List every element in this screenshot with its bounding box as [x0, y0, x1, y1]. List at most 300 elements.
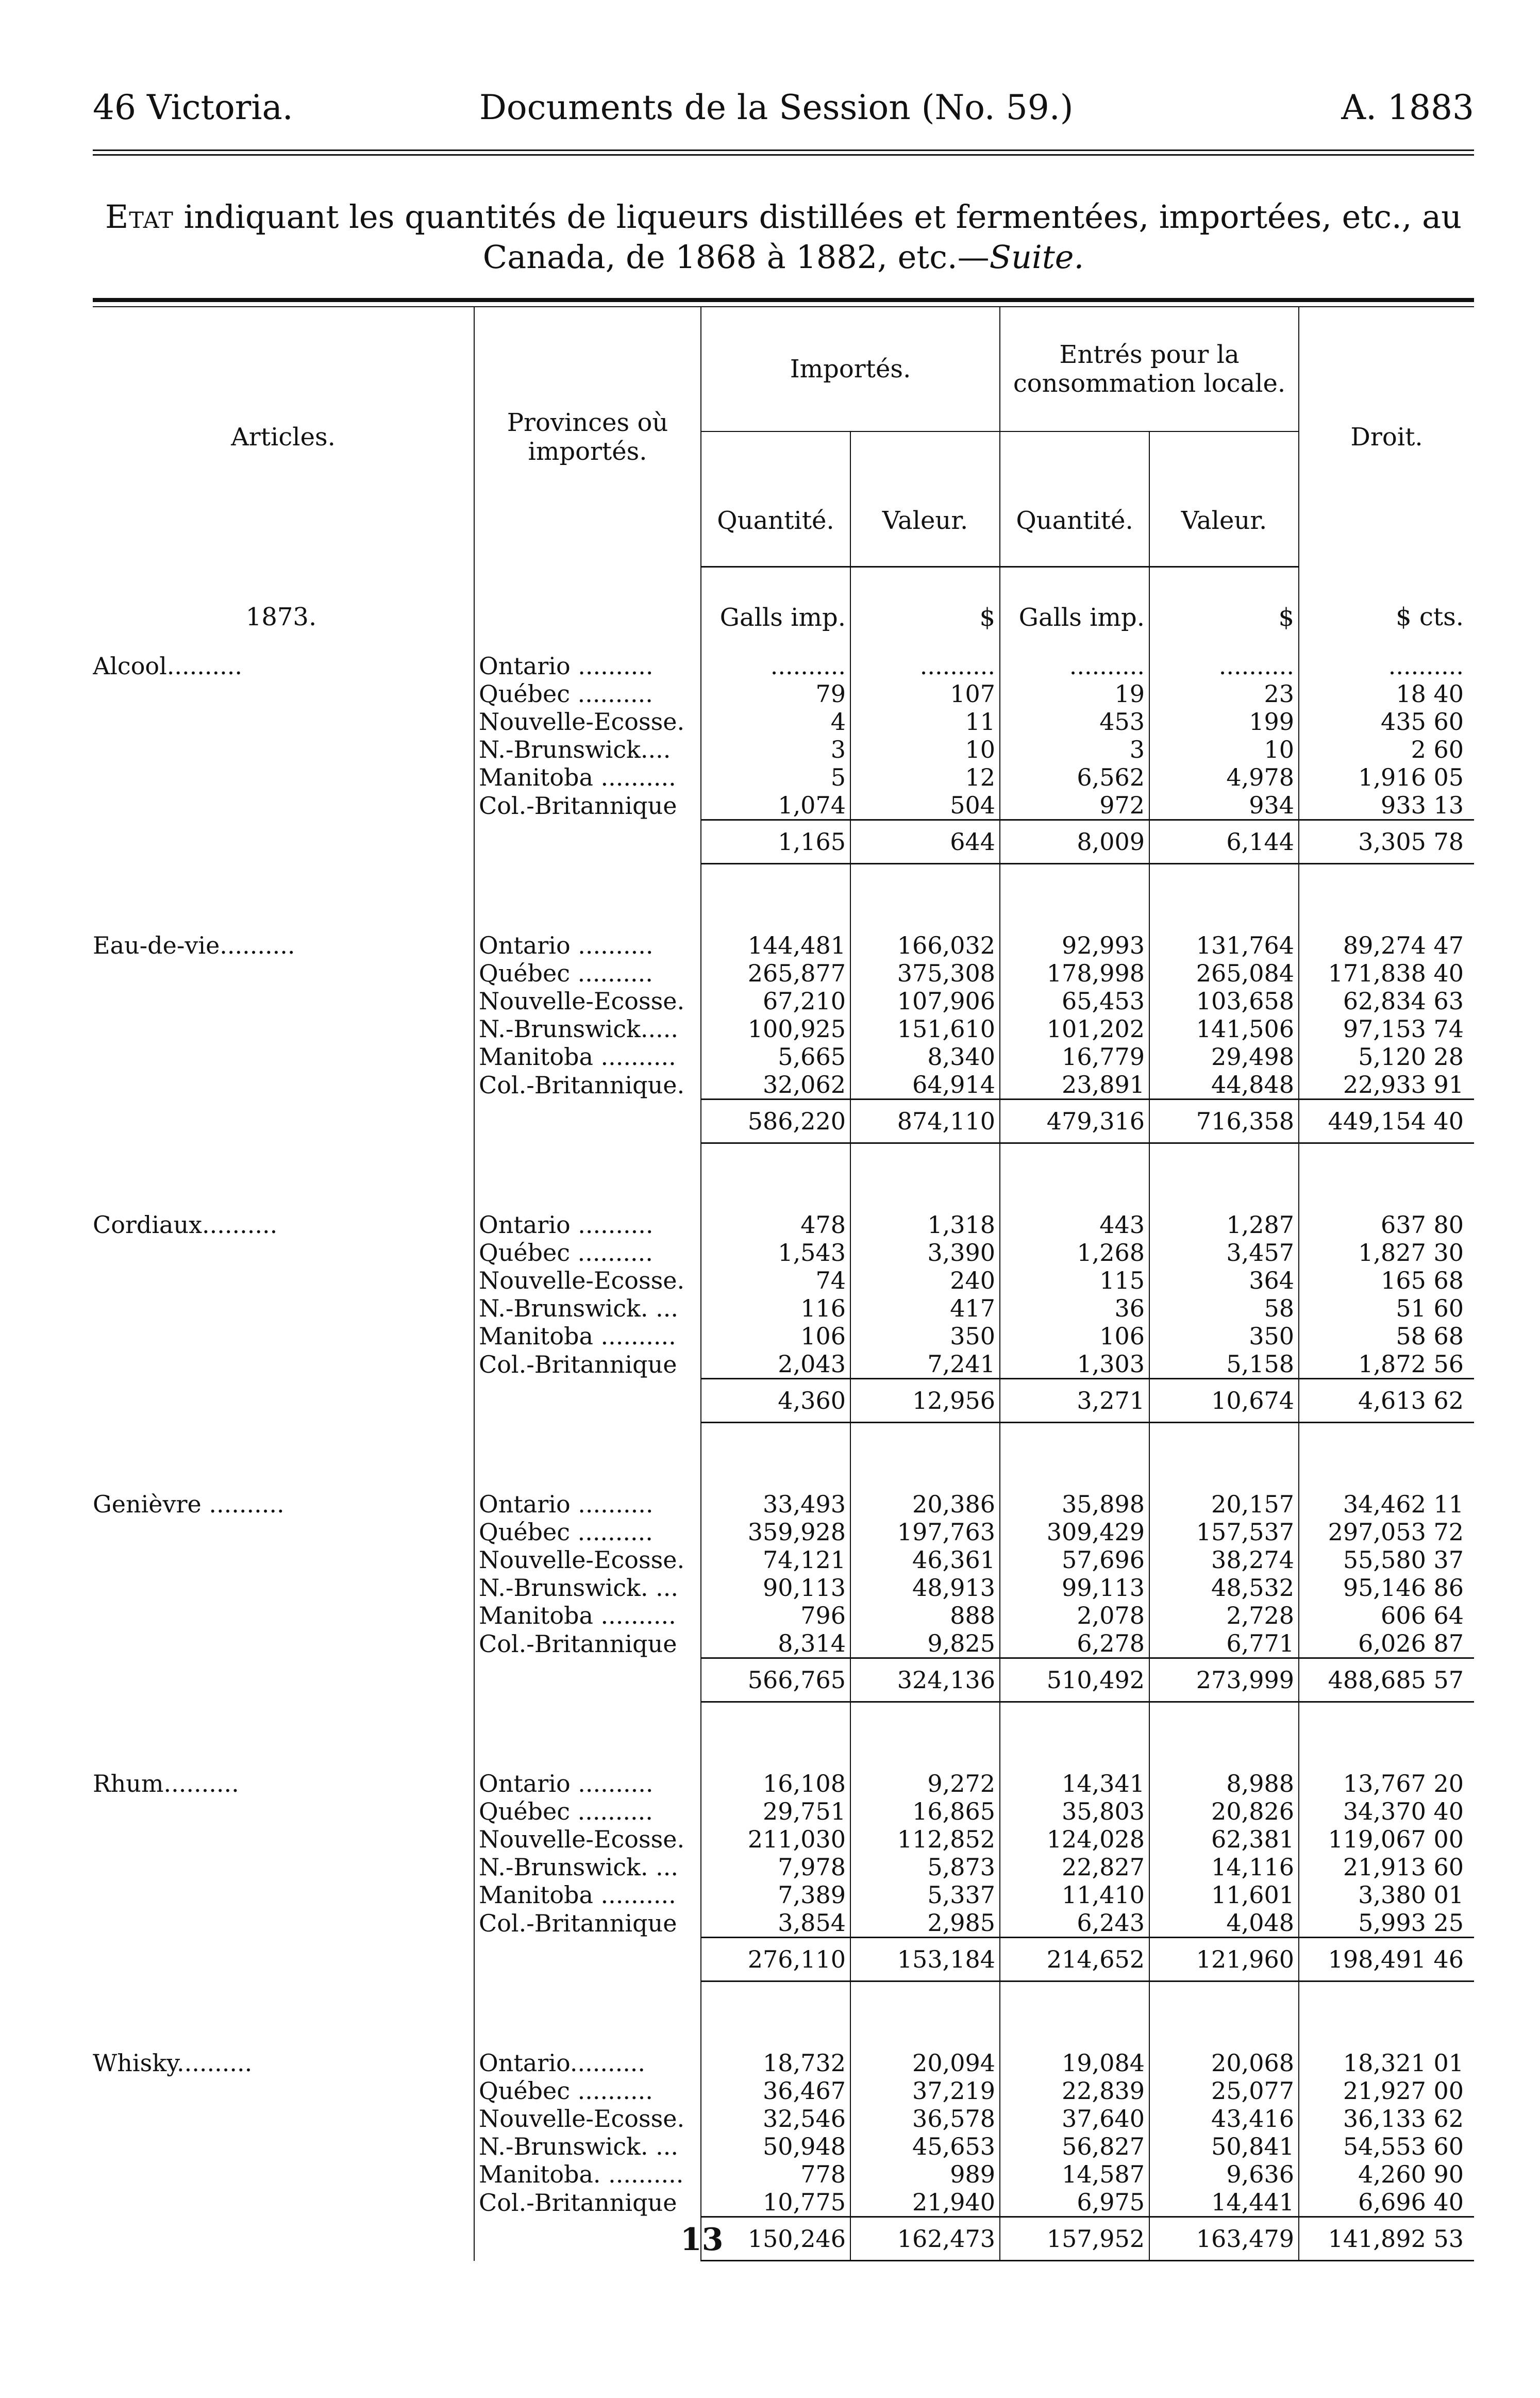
value-cell: 20,826	[1149, 1797, 1299, 1825]
value-cell: 7,241	[850, 1350, 1000, 1379]
value-cell: 5,665	[701, 1043, 850, 1071]
spacer-cell	[701, 1423, 850, 1491]
province-cell: Col.-Britannique	[474, 791, 701, 820]
value-cell: 1,074	[701, 791, 850, 820]
table-row	[93, 2188, 1474, 2217]
article-blank	[93, 1015, 474, 1043]
spacer-cell	[850, 1981, 1000, 2050]
col-importes: Importés.	[701, 307, 1000, 431]
value-cell: 199	[1149, 708, 1299, 736]
unit-droit: $ cts.	[1299, 567, 1474, 653]
value-cell: 124,028	[1000, 1825, 1149, 1853]
value-cell: 45,653	[850, 2133, 1000, 2160]
droit-cell: 435 60	[1299, 708, 1474, 736]
group-spacer	[93, 1702, 1474, 1770]
spacer-cell	[474, 1423, 701, 1491]
total-cell: 12,956	[850, 1379, 1000, 1423]
province-cell: Ontario ..........	[474, 1490, 701, 1518]
value-cell: 58	[1149, 1294, 1299, 1322]
spacer-cell	[474, 1702, 701, 1770]
article-blank	[93, 680, 474, 708]
value-cell: 106	[701, 1322, 850, 1350]
table-row	[93, 1770, 1474, 1797]
province-cell: Ontario ..........	[474, 1770, 701, 1797]
article-blank	[93, 1546, 474, 1574]
value-cell: 453	[1000, 708, 1149, 736]
value-cell: 32,546	[701, 2105, 850, 2133]
value-cell: 32,062	[701, 1071, 850, 1100]
spacer-cell	[93, 1702, 474, 1770]
header-regnal-year: 46 Victoria.	[93, 88, 293, 127]
spacer-cell	[474, 864, 701, 932]
spacer-cell	[93, 864, 474, 932]
province-cell: Québec ..........	[474, 680, 701, 708]
article-blank	[93, 763, 474, 791]
article-blank	[93, 2188, 474, 2217]
value-cell: 478	[701, 1211, 850, 1239]
article-blank	[93, 736, 474, 763]
article-blank	[93, 791, 474, 820]
article-blank	[93, 1294, 474, 1322]
droit-cell: 297,053 72	[1299, 1518, 1474, 1546]
droit-cell: 5,120 28	[1299, 1043, 1474, 1071]
province-cell: Col.-Britannique.	[474, 1071, 701, 1100]
value-cell: 4,978	[1149, 763, 1299, 791]
province-cell: Nouvelle-Ecosse.	[474, 1546, 701, 1574]
table-row	[93, 1546, 1474, 1574]
value-cell: 29,498	[1149, 1043, 1299, 1071]
droit-cell: 51 60	[1299, 1294, 1474, 1322]
province-cell: Nouvelle-Ecosse.	[474, 708, 701, 736]
value-cell: 359,928	[701, 1518, 850, 1546]
page-number: 13	[680, 2222, 724, 2258]
value-cell: 141,506	[1149, 1015, 1299, 1043]
title-line1: indiquant les quantités de liqueurs distillées et fermentées, importées, etc., au	[173, 198, 1462, 236]
value-cell: 11,601	[1149, 1881, 1299, 1909]
table-row	[93, 1350, 1474, 1379]
value-cell: 1,268	[1000, 1239, 1149, 1267]
table-title	[93, 197, 1474, 277]
spacer-cell	[850, 1702, 1000, 1770]
article-blank	[93, 1629, 474, 1658]
value-cell: 350	[1149, 1322, 1299, 1350]
value-cell: 6,975	[1000, 2188, 1149, 2217]
value-cell: 3,390	[850, 1239, 1000, 1267]
table-row	[93, 1602, 1474, 1629]
group-spacer	[93, 1423, 1474, 1491]
spacer-cell	[1149, 1981, 1299, 2050]
value-cell: 8,988	[1149, 1770, 1299, 1797]
value-cell: 112,852	[850, 1825, 1000, 1853]
value-cell: 265,877	[701, 959, 850, 987]
spacer-cell	[1299, 1702, 1474, 1770]
province-cell: Ontario..........	[474, 2049, 701, 2077]
droit-cell: 1,872 56	[1299, 1350, 1474, 1379]
table-row	[93, 2105, 1474, 2133]
total-droit-cell: 141,892 53	[1299, 2217, 1474, 2261]
col-import-valeur: Valeur.	[850, 431, 1000, 567]
droit-cell: 6,696 40	[1299, 2188, 1474, 2217]
value-cell: 56,827	[1000, 2133, 1149, 2160]
article-label: Eau-de-vie..........	[93, 931, 295, 959]
value-cell: 19	[1000, 680, 1149, 708]
droit-cell: 36,133 62	[1299, 2105, 1474, 2133]
total-droit-cell: 4,613 62	[1299, 1379, 1474, 1423]
droit-cell: 6,026 87	[1299, 1629, 1474, 1658]
table-row	[93, 1574, 1474, 1602]
spacer-cell	[93, 1143, 474, 1211]
droit-cell: 21,913 60	[1299, 1853, 1474, 1881]
value-cell: 64,914	[850, 1071, 1000, 1100]
total-blank	[93, 1379, 474, 1423]
table-row	[93, 680, 1474, 708]
article-blank	[93, 2077, 474, 2105]
value-cell: ..........	[850, 652, 1000, 680]
spacer-cell	[1149, 1143, 1299, 1211]
value-cell: 16,779	[1000, 1043, 1149, 1071]
value-cell: 48,532	[1149, 1574, 1299, 1602]
value-cell: 7,978	[701, 1853, 850, 1881]
col-entres-quantite: Quantité.	[1000, 431, 1149, 567]
droit-cell: 119,067 00	[1299, 1825, 1474, 1853]
value-cell: 6,278	[1000, 1629, 1149, 1658]
value-cell: 23	[1149, 680, 1299, 708]
value-cell: 7,389	[701, 1881, 850, 1909]
total-blank	[93, 1100, 474, 1143]
province-cell: N.-Brunswick....	[474, 736, 701, 763]
total-row	[93, 1100, 1474, 1143]
value-cell: 240	[850, 1267, 1000, 1294]
spacer-cell	[850, 1423, 1000, 1491]
droit-cell: 22,933 91	[1299, 1071, 1474, 1100]
value-cell: 2,043	[701, 1350, 850, 1379]
table-row	[93, 959, 1474, 987]
value-cell: 2,728	[1149, 1602, 1299, 1629]
value-cell: 157,537	[1149, 1518, 1299, 1546]
table-row	[93, 791, 1474, 820]
province-cell: N.-Brunswick. ...	[474, 1574, 701, 1602]
value-cell: 10	[1149, 736, 1299, 763]
value-cell: 11	[850, 708, 1000, 736]
value-cell: 106	[1000, 1322, 1149, 1350]
spacer-cell	[474, 1981, 701, 2050]
value-cell: 151,610	[850, 1015, 1000, 1043]
province-cell: Manitoba ..........	[474, 1043, 701, 1071]
article-blank	[93, 1797, 474, 1825]
article-blank	[93, 1350, 474, 1379]
col-droit: Droit.	[1299, 307, 1474, 567]
spacer-cell	[701, 1702, 850, 1770]
province-cell: Col.-Britannique	[474, 2188, 701, 2217]
table-row	[93, 1629, 1474, 1658]
value-cell: 116	[701, 1294, 850, 1322]
droit-cell: 5,993 25	[1299, 1909, 1474, 1938]
droit-cell: 606 64	[1299, 1602, 1474, 1629]
total-blank	[474, 1379, 701, 1423]
value-cell: 6,243	[1000, 1909, 1149, 1938]
value-cell: 934	[1149, 791, 1299, 820]
value-cell: 37,219	[850, 2077, 1000, 2105]
value-cell: 74	[701, 1267, 850, 1294]
total-cell: 6,144	[1149, 820, 1299, 864]
value-cell: 20,094	[850, 2049, 1000, 2077]
total-cell: 10,674	[1149, 1379, 1299, 1423]
article-blank	[93, 1881, 474, 1909]
total-row	[93, 2217, 1474, 2261]
total-cell: 586,220	[701, 1100, 850, 1143]
title-suite: Suite.	[989, 238, 1084, 276]
value-cell: 21,940	[850, 2188, 1000, 2217]
total-blank	[474, 820, 701, 864]
province-cell: Québec ..........	[474, 2077, 701, 2105]
total-blank	[474, 1100, 701, 1143]
total-cell: 874,110	[850, 1100, 1000, 1143]
value-cell: 12	[850, 763, 1000, 791]
article-label: Genièvre ..........	[93, 1490, 284, 1518]
group-spacer	[93, 1981, 1474, 2050]
value-cell: 504	[850, 791, 1000, 820]
table-row	[93, 1853, 1474, 1881]
value-cell: 92,993	[1000, 931, 1149, 959]
droit-cell: 2 60	[1299, 736, 1474, 763]
document-page	[93, 88, 1474, 2261]
value-cell: 2,985	[850, 1909, 1000, 1938]
table-row	[93, 1294, 1474, 1322]
value-cell: 14,441	[1149, 2188, 1299, 2217]
province-cell: N.-Brunswick. ...	[474, 1853, 701, 1881]
total-cell: 150,246	[701, 2217, 850, 2261]
spacer-cell	[701, 864, 850, 932]
unit-import-val: $	[850, 567, 1000, 653]
spacer-cell	[1000, 1981, 1149, 2050]
province-cell: Nouvelle-Ecosse.	[474, 987, 701, 1015]
units-blank	[474, 567, 701, 653]
table-row	[93, 2160, 1474, 2188]
total-droit-cell: 488,685 57	[1299, 1658, 1474, 1702]
article-blank	[93, 2160, 474, 2188]
value-cell: 14,116	[1149, 1853, 1299, 1881]
value-cell: 6,771	[1149, 1629, 1299, 1658]
col-import-quantite: Quantité.	[701, 431, 850, 567]
value-cell: 8,314	[701, 1629, 850, 1658]
province-cell: N.-Brunswick.....	[474, 1015, 701, 1043]
table-row	[93, 1322, 1474, 1350]
value-cell: 22,839	[1000, 2077, 1149, 2105]
article-blank	[93, 1909, 474, 1938]
droit-cell: 89,274 47	[1299, 931, 1474, 959]
spacer-cell	[1000, 1143, 1149, 1211]
article-blank	[93, 1853, 474, 1881]
value-cell: 888	[850, 1602, 1000, 1629]
article-blank	[93, 1322, 474, 1350]
total-cell: 163,479	[1149, 2217, 1299, 2261]
value-cell: 6,562	[1000, 763, 1149, 791]
value-cell: 443	[1000, 1211, 1149, 1239]
value-cell: 38,274	[1149, 1546, 1299, 1574]
table-row	[93, 763, 1474, 791]
total-blank	[474, 1938, 701, 1981]
table-row	[93, 1518, 1474, 1546]
value-cell: 14,341	[1000, 1770, 1149, 1797]
value-cell: 3,457	[1149, 1239, 1299, 1267]
header-year: A. 1883	[1341, 88, 1474, 127]
unit-entres-val: $	[1149, 567, 1299, 653]
value-cell: 1,318	[850, 1211, 1000, 1239]
spacer-cell	[1000, 1423, 1149, 1491]
value-cell: 25,077	[1149, 2077, 1299, 2105]
article-blank	[93, 1825, 474, 1853]
header-document-title: Documents de la Session (No. 59.)	[479, 88, 1074, 127]
value-cell: 131,764	[1149, 931, 1299, 959]
value-cell: 796	[701, 1602, 850, 1629]
total-cell: 214,652	[1000, 1938, 1149, 1981]
droit-cell: 34,462 11	[1299, 1490, 1474, 1518]
value-cell: 166,032	[850, 931, 1000, 959]
value-cell: 972	[1000, 791, 1149, 820]
value-cell: 10,775	[701, 2188, 850, 2217]
value-cell: 43,416	[1149, 2105, 1299, 2133]
title-lead: Etat	[105, 198, 174, 236]
value-cell: 20,068	[1149, 2049, 1299, 2077]
value-cell: 18,732	[701, 2049, 850, 2077]
value-cell: 65,453	[1000, 987, 1149, 1015]
value-cell: 9,825	[850, 1629, 1000, 1658]
total-cell: 273,999	[1149, 1658, 1299, 1702]
value-cell: 36	[1000, 1294, 1149, 1322]
droit-cell: 55,580 37	[1299, 1546, 1474, 1574]
droit-cell: 34,370 40	[1299, 1797, 1474, 1825]
spacer-cell	[1299, 864, 1474, 932]
value-cell: 5,873	[850, 1853, 1000, 1881]
table-row	[93, 1797, 1474, 1825]
value-cell: ..........	[1149, 652, 1299, 680]
value-cell: 57,696	[1000, 1546, 1149, 1574]
spacer-cell	[1149, 864, 1299, 932]
value-cell: 37,640	[1000, 2105, 1149, 2133]
droit-cell: 62,834 63	[1299, 987, 1474, 1015]
value-cell: 16,865	[850, 1797, 1000, 1825]
value-cell: 20,386	[850, 1490, 1000, 1518]
table-row	[93, 736, 1474, 763]
table-row	[93, 931, 1474, 959]
total-blank	[93, 2217, 474, 2261]
value-cell: 11,410	[1000, 1881, 1149, 1909]
province-cell: Ontario ..........	[474, 1211, 701, 1239]
value-cell: 22,827	[1000, 1853, 1149, 1881]
province-cell: Québec ..........	[474, 1518, 701, 1546]
article-blank	[93, 2133, 474, 2160]
table-row	[93, 1267, 1474, 1294]
province-cell: Manitoba. ..........	[474, 2160, 701, 2188]
total-row	[93, 1938, 1474, 1981]
spacer-cell	[1149, 1423, 1299, 1491]
value-cell: 19,084	[1000, 2049, 1149, 2077]
province-cell: Col.-Britannique	[474, 1629, 701, 1658]
article-blank	[93, 959, 474, 987]
article-blank	[93, 987, 474, 1015]
table-row	[93, 652, 1474, 680]
total-droit-cell: 449,154 40	[1299, 1100, 1474, 1143]
total-blank	[93, 1938, 474, 1981]
value-cell: 309,429	[1000, 1518, 1149, 1546]
total-cell: 153,184	[850, 1938, 1000, 1981]
value-cell: 20,157	[1149, 1490, 1299, 1518]
article-blank	[93, 1518, 474, 1546]
value-cell: 265,084	[1149, 959, 1299, 987]
value-cell: 35,898	[1000, 1490, 1149, 1518]
col-articles: Articles.	[231, 422, 336, 452]
value-cell: 5,337	[850, 1881, 1000, 1909]
droit-cell: 1,916 05	[1299, 763, 1474, 791]
spacer-cell	[1000, 1702, 1149, 1770]
province-cell: Manitoba ..........	[474, 1602, 701, 1629]
droit-cell: 13,767 20	[1299, 1770, 1474, 1797]
title-rule	[93, 298, 1474, 302]
total-cell: 510,492	[1000, 1658, 1149, 1702]
province-cell: Québec ..........	[474, 1797, 701, 1825]
value-cell: 44,848	[1149, 1071, 1299, 1100]
value-cell: ..........	[1000, 652, 1149, 680]
value-cell: 5,158	[1149, 1350, 1299, 1379]
value-cell: 4	[701, 708, 850, 736]
total-droit-cell: 198,491 46	[1299, 1938, 1474, 1981]
droit-cell: 933 13	[1299, 791, 1474, 820]
col-entres-valeur: Valeur.	[1149, 431, 1299, 567]
value-cell: 350	[850, 1322, 1000, 1350]
total-cell: 1,165	[701, 820, 850, 864]
table-row	[93, 1239, 1474, 1267]
unit-import-qty: Galls imp.	[701, 567, 850, 653]
table-row	[93, 1071, 1474, 1100]
province-cell: N.-Brunswick. ...	[474, 2133, 701, 2160]
province-cell: Québec ..........	[474, 959, 701, 987]
value-cell: 3,854	[701, 1909, 850, 1938]
article-blank	[93, 1602, 474, 1629]
province-cell: N.-Brunswick. ...	[474, 1294, 701, 1322]
droit-cell: 1,827 30	[1299, 1239, 1474, 1267]
article-blank	[93, 1239, 474, 1267]
spacer-cell	[1299, 1423, 1474, 1491]
value-cell: 9,272	[850, 1770, 1000, 1797]
value-cell: 1,287	[1149, 1211, 1299, 1239]
value-cell: 29,751	[701, 1797, 850, 1825]
value-cell: 3	[701, 736, 850, 763]
value-cell: 4,048	[1149, 1909, 1299, 1938]
value-cell: 35,803	[1000, 1797, 1149, 1825]
value-cell: 67,210	[701, 987, 850, 1015]
article-label: Alcool..........	[93, 652, 243, 680]
droit-cell: 54,553 60	[1299, 2133, 1474, 2160]
droit-cell: 58 68	[1299, 1322, 1474, 1350]
value-cell: 90,113	[701, 1574, 850, 1602]
total-cell: 121,960	[1149, 1938, 1299, 1981]
spacer-cell	[1299, 1981, 1474, 2050]
total-cell: 157,952	[1000, 2217, 1149, 2261]
value-cell: 33,493	[701, 1490, 850, 1518]
droit-cell: 95,146 86	[1299, 1574, 1474, 1602]
province-cell: Manitoba ..........	[474, 763, 701, 791]
article-label: Cordiaux..........	[93, 1211, 278, 1239]
table-row	[93, 1825, 1474, 1853]
droit-cell: 97,153 74	[1299, 1015, 1474, 1043]
value-cell: 211,030	[701, 1825, 850, 1853]
year-label: 1873.	[245, 603, 317, 632]
droit-cell: 165 68	[1299, 1267, 1474, 1294]
value-cell: 2,078	[1000, 1602, 1149, 1629]
province-cell: Québec ..........	[474, 1239, 701, 1267]
spacer-cell	[850, 1143, 1000, 1211]
group-spacer	[93, 864, 1474, 932]
